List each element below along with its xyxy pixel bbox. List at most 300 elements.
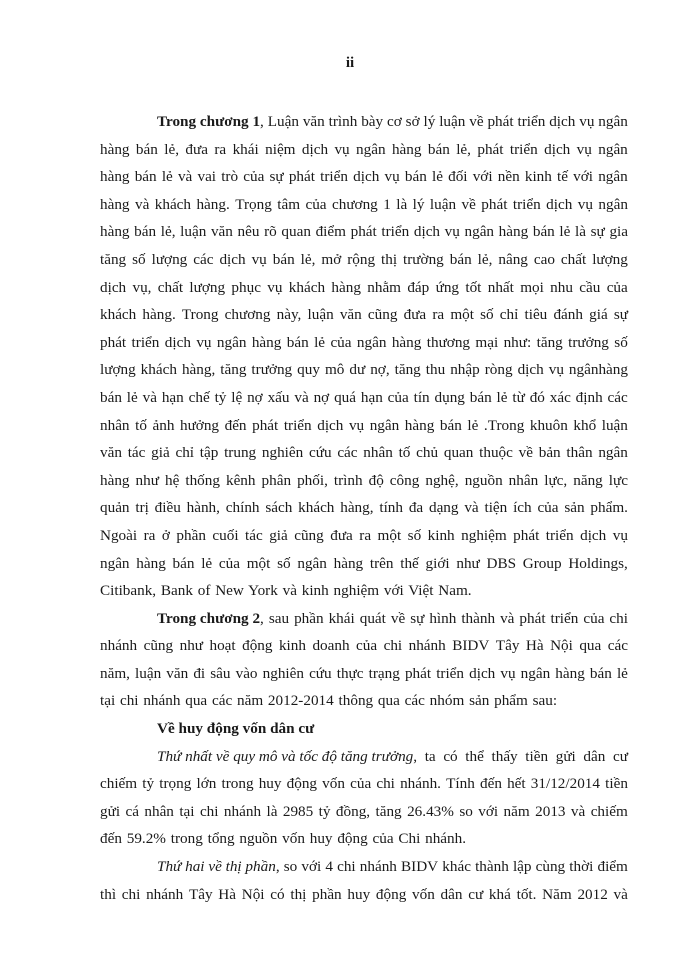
word: bán	[449, 250, 472, 268]
word: sở	[405, 113, 420, 130]
word: đến	[479, 775, 502, 793]
word: phát	[487, 113, 514, 130]
text-line	[100, 550, 628, 578]
word: Hà	[218, 885, 237, 903]
word: hàng	[498, 223, 529, 241]
word: ở	[161, 526, 170, 544]
word: lẻ,	[456, 140, 471, 158]
lead-group	[157, 743, 417, 771]
word: văn	[210, 223, 233, 241]
word: vụ	[196, 333, 212, 351]
word: sự	[590, 223, 605, 241]
word: cuối	[212, 526, 239, 544]
word: mại	[475, 333, 499, 351]
word: bán	[134, 168, 157, 186]
word: ngânhàng	[568, 361, 628, 379]
word: chất	[560, 250, 587, 268]
word: triển	[320, 168, 348, 186]
word: động	[242, 637, 273, 655]
word: và	[570, 802, 586, 820]
word: tăng	[375, 802, 402, 820]
word: hàng	[100, 223, 130, 241]
word: tỷ	[142, 775, 155, 793]
word: trị	[135, 499, 149, 517]
word: lượng	[592, 250, 628, 268]
word: và	[613, 885, 628, 903]
word: phát	[519, 609, 546, 627]
word: quan	[443, 444, 474, 462]
word: 2012	[577, 885, 608, 903]
word: trường	[403, 250, 444, 268]
word: bán	[439, 416, 462, 434]
word: lực,	[544, 471, 568, 489]
word: sự	[410, 609, 425, 627]
word: hạn	[161, 388, 184, 406]
word: cá	[125, 802, 139, 820]
word: vốn	[412, 885, 435, 903]
word: tế	[557, 168, 568, 186]
word: nguồn	[464, 471, 503, 489]
word: với	[478, 802, 499, 820]
word: nhánh.	[400, 775, 441, 793]
word: khách	[140, 361, 177, 379]
word: bán	[286, 333, 309, 351]
word: khác	[442, 858, 471, 876]
word: mở	[321, 250, 342, 268]
word: bán	[134, 223, 157, 241]
word: tác	[127, 444, 146, 462]
word: lẻ	[496, 388, 508, 406]
word: phối,	[297, 471, 328, 489]
word: nhánh	[359, 858, 397, 876]
word: chi	[383, 637, 403, 655]
word: phát	[477, 140, 504, 158]
word: Nội	[241, 885, 265, 903]
text-line	[100, 467, 628, 495]
word: về	[469, 113, 484, 130]
word: ngân	[356, 333, 387, 351]
text-line	[100, 494, 628, 522]
word: dịch	[219, 250, 246, 268]
word: dịch	[580, 526, 607, 544]
word: của	[330, 333, 352, 351]
word: lượng	[189, 278, 226, 296]
word: hàng	[331, 278, 361, 296]
word: triển	[131, 333, 160, 351]
word: niệm	[265, 140, 296, 158]
word: Luận	[267, 113, 299, 130]
word: ngân	[356, 140, 386, 158]
word: dạng	[428, 499, 459, 517]
word: ra	[143, 526, 156, 544]
word: hình	[429, 609, 457, 627]
word: hàng	[100, 140, 130, 158]
word: vai	[197, 168, 217, 186]
word: các	[607, 388, 628, 406]
word: huy	[347, 885, 371, 903]
text-line	[100, 108, 628, 136]
word: vụ	[251, 250, 267, 268]
word: đưa	[330, 526, 353, 544]
lead-in: Thứ nhất về quy mô và tốc độ tăng trưởng	[157, 747, 414, 765]
word: cầu	[579, 278, 601, 296]
word: điểm	[597, 858, 628, 876]
word: DBS	[486, 554, 517, 572]
text-line	[100, 577, 628, 605]
word: cũng	[367, 306, 398, 324]
word: nghiệm	[461, 526, 507, 544]
word: hàng	[404, 416, 435, 434]
word: lượng	[100, 361, 136, 379]
word: độ	[368, 471, 384, 489]
word: chỉ	[499, 306, 519, 324]
lead-group	[157, 853, 280, 881]
word: luận	[429, 195, 457, 213]
text-line	[100, 412, 628, 440]
word: dư	[349, 361, 366, 379]
word: có	[270, 885, 285, 903]
word: ngân	[216, 333, 247, 351]
word: nhu	[550, 278, 573, 296]
word: đa	[408, 499, 424, 517]
word: bán	[135, 140, 158, 158]
word: khuôn	[529, 416, 568, 434]
word: ngân	[464, 223, 495, 241]
word: Nội	[550, 637, 573, 655]
word: với	[573, 168, 594, 186]
word: phát	[350, 223, 377, 241]
word: dịch	[353, 168, 380, 186]
word: dịch	[100, 278, 127, 296]
word: cũng	[294, 526, 324, 544]
word: lẻ,	[160, 223, 176, 241]
lead-group	[157, 108, 264, 136]
word: với	[301, 858, 322, 876]
word: văn	[339, 306, 362, 324]
word: trung	[224, 444, 257, 462]
word: triển	[512, 195, 541, 213]
word: gửi	[555, 747, 576, 765]
word: cư	[612, 747, 628, 765]
word: lẻ	[559, 223, 571, 241]
word: chi	[199, 802, 219, 820]
word: doanh	[312, 637, 350, 655]
word: tăng	[220, 361, 247, 379]
word: sách	[265, 499, 293, 517]
word: khái	[328, 609, 355, 627]
word: cũng	[143, 637, 174, 655]
word: 2985	[282, 802, 314, 820]
word: trò	[221, 168, 239, 186]
word: bán	[532, 223, 555, 241]
word: là	[575, 223, 586, 241]
word: ròng	[484, 361, 513, 379]
word: năm	[503, 802, 530, 820]
word: khách	[154, 195, 192, 213]
word: ra	[359, 526, 372, 544]
word: ngân	[598, 195, 628, 213]
word: hàng	[100, 168, 130, 186]
word: thấy	[491, 747, 518, 765]
word: tâm	[277, 195, 301, 213]
word: về	[461, 195, 476, 213]
word: triển	[550, 609, 579, 627]
word: số	[407, 526, 422, 544]
word: ra	[214, 140, 227, 158]
word: văn	[302, 113, 325, 130]
word: Về huy động vốn dân cư	[157, 720, 315, 738]
word: Holdings,	[568, 554, 628, 572]
word: tăng	[394, 361, 421, 379]
word: chi	[376, 775, 395, 793]
word: giả	[151, 444, 170, 462]
word: vụ	[348, 416, 365, 434]
word: hàng	[251, 333, 282, 351]
word: phát	[288, 168, 315, 186]
word: chi	[609, 609, 628, 627]
word: động	[375, 885, 407, 903]
word: của	[537, 499, 559, 517]
word: bán	[100, 388, 122, 406]
word: phần	[312, 885, 342, 903]
word: và	[294, 388, 309, 406]
word: số	[132, 250, 146, 268]
word: các	[193, 250, 214, 268]
word: Citibank, Bank of New York và kinh nghiệm với Việt Nam.	[100, 582, 472, 600]
word: lẻ	[161, 168, 173, 186]
word: thì	[100, 885, 117, 903]
word: ,	[260, 113, 264, 130]
text-line	[100, 660, 628, 688]
word: sau	[268, 609, 290, 627]
word: ,	[275, 858, 280, 876]
word: ngân	[598, 444, 628, 462]
word: và	[134, 195, 150, 213]
word: đáp	[407, 278, 430, 296]
word: tăng	[536, 333, 563, 351]
word: Group	[522, 554, 562, 572]
word: nghệ,	[425, 471, 459, 489]
word: và	[142, 388, 157, 406]
word: tại	[179, 802, 195, 820]
text-line	[100, 329, 628, 357]
word: điểm	[315, 223, 346, 241]
word: cơ	[387, 113, 402, 130]
word: là	[396, 195, 408, 213]
word: Tính	[446, 775, 475, 793]
word: các	[607, 637, 628, 655]
word: như	[135, 471, 159, 489]
word: nghiên	[261, 444, 304, 462]
word: nhất	[487, 278, 514, 296]
word: vụ	[444, 223, 460, 241]
word: kênh	[225, 471, 256, 489]
word: trình	[333, 471, 363, 489]
word: trưởng	[568, 333, 609, 351]
word: bán	[172, 554, 195, 572]
word: gia	[609, 223, 628, 241]
word: của	[356, 637, 378, 655]
word: tại chi nhánh qua các năm 2012-2014 thông qua các nhóm sản phẩm sau:	[100, 692, 558, 710]
word: từ	[512, 388, 525, 406]
word: chủ	[416, 444, 439, 462]
word: Tây	[495, 637, 520, 655]
word: và	[177, 168, 193, 186]
word: dân	[440, 885, 463, 903]
word: khách	[100, 306, 137, 324]
word: công	[389, 471, 420, 489]
word: ngân	[297, 554, 327, 572]
word: quát	[359, 609, 386, 627]
word: triển	[509, 140, 538, 158]
word: thành	[475, 858, 509, 876]
word: đồng,	[335, 802, 371, 820]
word: xấu	[267, 388, 290, 406]
word: chi	[121, 885, 141, 903]
word: dịch	[469, 664, 496, 682]
word: thế	[400, 554, 419, 572]
word: quy	[297, 361, 320, 379]
word: phát	[100, 333, 127, 351]
word: tố	[135, 416, 147, 434]
word: vụ	[576, 140, 592, 158]
word: này,	[276, 306, 302, 324]
word: ,	[260, 609, 264, 627]
word: khái	[232, 140, 259, 158]
word: một	[377, 526, 402, 544]
word: dịch	[546, 195, 573, 213]
word: vốn	[322, 775, 345, 793]
word: ngân	[100, 554, 130, 572]
word: triển	[517, 113, 546, 130]
word: luận	[601, 416, 628, 434]
word: hoạt	[209, 637, 236, 655]
word: là	[266, 802, 278, 820]
word: nhánh	[100, 637, 138, 655]
word: đi	[193, 664, 206, 682]
word: lẻ	[314, 333, 326, 351]
word: như	[179, 637, 204, 655]
word: đến	[224, 416, 247, 434]
word: kinh	[524, 168, 552, 186]
word: hưởng	[179, 416, 220, 434]
word: nhập	[450, 361, 480, 379]
word: đối	[448, 168, 468, 186]
word: hết	[507, 775, 526, 793]
word: nêu	[237, 223, 260, 241]
word: lệ	[231, 388, 243, 406]
word: nền	[497, 168, 520, 186]
word: dịch	[317, 416, 344, 434]
word: ngân	[598, 113, 628, 130]
word: dịch	[413, 223, 441, 241]
word: nghiên	[262, 664, 304, 682]
word: 1	[383, 195, 391, 213]
word: hàng	[391, 333, 422, 351]
word: hạn	[360, 388, 383, 406]
word: cư	[468, 885, 484, 903]
word: dịch	[164, 333, 191, 351]
word: số	[480, 306, 494, 324]
word: năm,	[100, 664, 130, 682]
text-line	[100, 356, 628, 384]
word: thân	[566, 444, 593, 462]
word: ngân	[520, 664, 551, 682]
word: tính	[379, 499, 403, 517]
word: tiện	[484, 499, 508, 517]
lead-in: Thứ hai về thị phần	[157, 858, 276, 876]
word: khổ	[573, 416, 597, 434]
word: ảnh	[152, 416, 175, 434]
word: trên	[369, 554, 394, 572]
word: của	[218, 554, 240, 572]
word: luận	[135, 664, 162, 682]
word: lẻ	[467, 416, 479, 434]
text-line	[100, 853, 628, 881]
word: chiếm	[100, 775, 138, 793]
word: với	[472, 168, 493, 186]
word: vụ	[577, 195, 593, 213]
text-line	[100, 770, 628, 798]
word: phát	[252, 416, 279, 434]
word: về	[518, 444, 533, 462]
word: triển	[545, 526, 574, 544]
word: của	[387, 388, 409, 406]
word: trưởng	[251, 361, 293, 379]
word: vụ	[612, 526, 628, 544]
text-line	[100, 522, 628, 550]
word: dân	[583, 747, 606, 765]
word: lập	[512, 858, 532, 876]
text-line	[100, 715, 628, 743]
word: ra	[432, 306, 445, 324]
word: tiền	[525, 747, 549, 765]
word: chỉ	[175, 444, 195, 462]
word: BIDV	[401, 858, 439, 876]
text-line	[100, 632, 628, 660]
word: phát	[404, 664, 432, 682]
text-line	[100, 687, 628, 715]
word: thuộc	[479, 444, 513, 462]
word: hàng	[555, 664, 585, 682]
word: thể	[465, 747, 484, 765]
word: và	[500, 609, 515, 627]
word: vụ	[334, 140, 350, 158]
word: tố	[398, 444, 411, 462]
word: nhân	[144, 802, 174, 820]
word: bản	[538, 444, 561, 462]
word: quản	[100, 499, 130, 517]
body-text	[100, 108, 628, 908]
word: hàng	[100, 195, 130, 213]
word: số	[277, 554, 291, 572]
word: ngân	[369, 416, 400, 434]
word: vụ	[384, 168, 400, 186]
word: thống	[185, 471, 220, 489]
word: của	[305, 195, 327, 213]
word: nhân	[508, 471, 539, 489]
word: thu	[425, 361, 446, 379]
word: sự	[269, 168, 284, 186]
word: phân	[261, 471, 292, 489]
word: của	[350, 775, 372, 793]
word: so	[459, 802, 473, 820]
word: dịch	[517, 361, 544, 379]
word: đưa	[403, 306, 427, 324]
word: lẻ,	[300, 250, 316, 268]
word: tiêu	[524, 306, 548, 324]
word: bán	[589, 664, 612, 682]
